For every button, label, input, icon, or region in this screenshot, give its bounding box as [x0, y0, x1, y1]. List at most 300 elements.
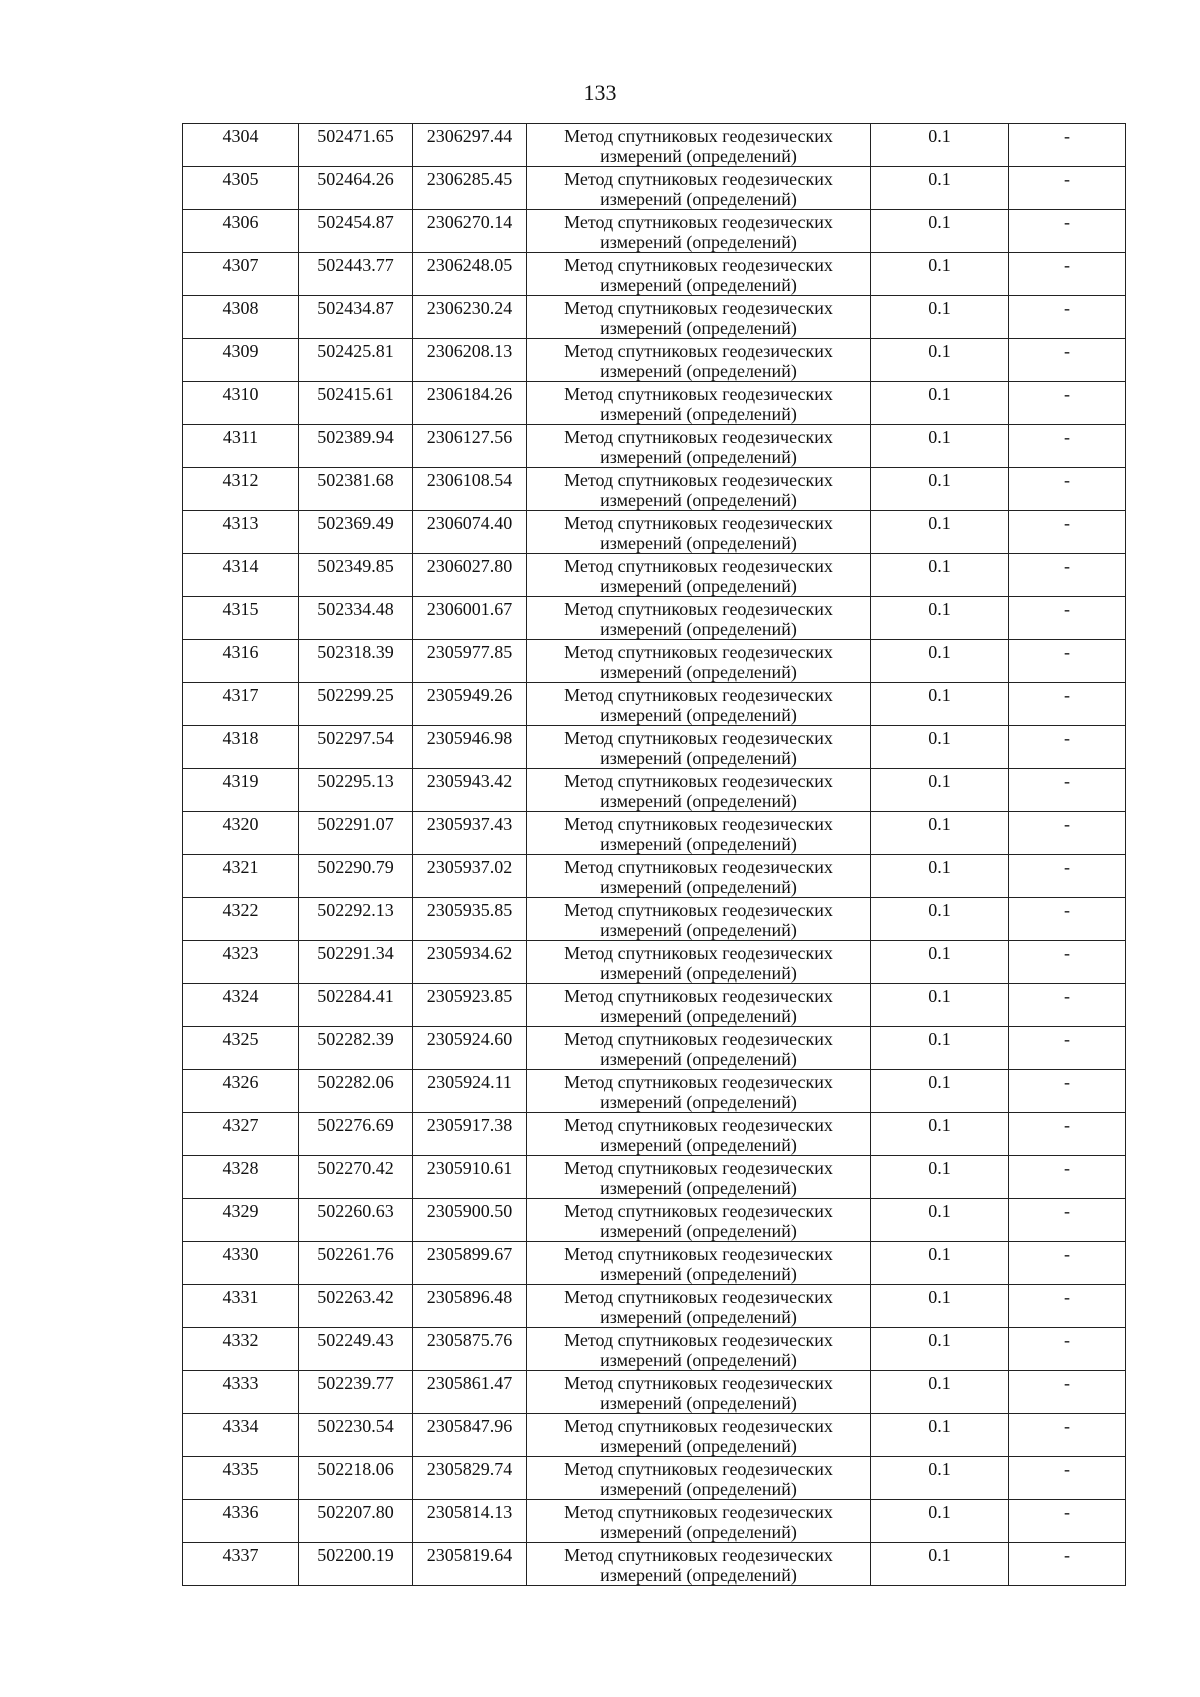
table-row — [183, 167, 1126, 210]
y-coordinate: 2306184.26 — [426, 384, 513, 404]
accuracy-cell — [871, 769, 1009, 812]
x-coordinate: 502239.77 — [317, 1373, 394, 1393]
y-coordinate-cell — [413, 1199, 527, 1242]
x-coordinate-cell — [299, 167, 413, 210]
extra-value: - — [1064, 1029, 1070, 1049]
extra-value: - — [1064, 298, 1070, 318]
table-row — [183, 1457, 1126, 1500]
method-line-1: Метод спутниковых геодезических — [564, 1201, 833, 1221]
x-coordinate: 502200.19 — [317, 1545, 394, 1565]
y-coordinate: 2305924.60 — [426, 1029, 513, 1049]
x-coordinate: 502464.26 — [317, 169, 394, 189]
x-coordinate: 502249.43 — [317, 1330, 394, 1350]
point-number: 4316 — [222, 642, 259, 662]
y-coordinate-cell — [413, 640, 527, 683]
table-row — [183, 812, 1126, 855]
y-coordinate-cell — [413, 1285, 527, 1328]
method-cell — [527, 1543, 871, 1586]
point-number: 4306 — [222, 212, 259, 232]
accuracy-value: 0.1 — [928, 513, 951, 533]
y-coordinate: 2306270.14 — [426, 212, 513, 232]
point-number: 4321 — [222, 857, 259, 877]
table-row — [183, 554, 1126, 597]
y-coordinate: 2305861.47 — [426, 1373, 513, 1393]
x-coordinate-cell — [299, 769, 413, 812]
accuracy-value: 0.1 — [928, 599, 951, 619]
method-cell — [527, 984, 871, 1027]
x-coordinate: 502369.49 — [317, 513, 394, 533]
method-cell — [527, 1199, 871, 1242]
method-line-1: Метод спутниковых геодезических — [564, 255, 833, 275]
point-number: 4332 — [222, 1330, 259, 1350]
accuracy-value: 0.1 — [928, 1287, 951, 1307]
y-coordinate: 2305896.48 — [426, 1287, 513, 1307]
method-line-1: Метод спутниковых геодезических — [564, 470, 833, 490]
y-coordinate: 2305875.76 — [426, 1330, 513, 1350]
coordinates-table — [182, 123, 1126, 1586]
y-coordinate: 2305935.85 — [426, 900, 513, 920]
accuracy-cell — [871, 382, 1009, 425]
accuracy-cell — [871, 898, 1009, 941]
table-row — [183, 1371, 1126, 1414]
extra-cell — [1009, 683, 1126, 726]
accuracy-cell — [871, 855, 1009, 898]
accuracy-cell — [871, 812, 1009, 855]
x-coordinate-cell — [299, 812, 413, 855]
accuracy-value: 0.1 — [928, 943, 951, 963]
method-line-1: Метод спутниковых геодезических — [564, 427, 833, 447]
extra-cell — [1009, 726, 1126, 769]
extra-value: - — [1064, 1502, 1070, 1522]
y-coordinate-cell — [413, 124, 527, 167]
extra-value: - — [1064, 1373, 1070, 1393]
y-coordinate-cell — [413, 1156, 527, 1199]
method-line-2: измерений (определений) — [600, 1049, 797, 1069]
method-cell — [527, 1242, 871, 1285]
extra-cell — [1009, 511, 1126, 554]
method-line-2: измерений (определений) — [600, 576, 797, 596]
extra-value: - — [1064, 1072, 1070, 1092]
x-coordinate-cell — [299, 1457, 413, 1500]
extra-value: - — [1064, 814, 1070, 834]
accuracy-cell — [871, 984, 1009, 1027]
extra-value: - — [1064, 1201, 1070, 1221]
accuracy-cell — [871, 554, 1009, 597]
method-line-2: измерений (определений) — [600, 1307, 797, 1327]
method-line-2: измерений (определений) — [600, 662, 797, 682]
x-coordinate-cell — [299, 984, 413, 1027]
point-number: 4320 — [222, 814, 259, 834]
y-coordinate-cell — [413, 597, 527, 640]
accuracy-cell — [871, 597, 1009, 640]
method-line-2: измерений (определений) — [600, 404, 797, 424]
table-row — [183, 1414, 1126, 1457]
accuracy-value: 0.1 — [928, 255, 951, 275]
y-coordinate: 2306127.56 — [426, 427, 513, 447]
point-number-cell — [183, 769, 299, 812]
method-cell — [527, 339, 871, 382]
accuracy-cell — [871, 167, 1009, 210]
method-line-1: Метод спутниковых геодезических — [564, 126, 833, 146]
method-line-1: Метод спутниковых геодезических — [564, 298, 833, 318]
extra-cell — [1009, 1285, 1126, 1328]
table-row — [183, 339, 1126, 382]
accuracy-value: 0.1 — [928, 1330, 951, 1350]
method-line-1: Метод спутниковых геодезических — [564, 599, 833, 619]
extra-value: - — [1064, 1330, 1070, 1350]
method-line-2: измерений (определений) — [600, 361, 797, 381]
extra-cell — [1009, 382, 1126, 425]
y-coordinate-cell — [413, 511, 527, 554]
method-line-2: измерений (определений) — [600, 533, 797, 553]
extra-value: - — [1064, 341, 1070, 361]
extra-value: - — [1064, 943, 1070, 963]
method-line-2: измерений (определений) — [600, 1221, 797, 1241]
method-line-2: измерений (определений) — [600, 490, 797, 510]
extra-value: - — [1064, 212, 1070, 232]
x-coordinate: 502218.06 — [317, 1459, 394, 1479]
y-coordinate: 2305949.26 — [426, 685, 513, 705]
x-coordinate-cell — [299, 1070, 413, 1113]
method-cell — [527, 253, 871, 296]
x-coordinate: 502230.54 — [317, 1416, 394, 1436]
method-line-2: измерений (определений) — [600, 1393, 797, 1413]
extra-value: - — [1064, 599, 1070, 619]
x-coordinate: 502260.63 — [317, 1201, 394, 1221]
point-number: 4305 — [222, 169, 259, 189]
accuracy-cell — [871, 1199, 1009, 1242]
point-number: 4333 — [222, 1373, 259, 1393]
y-coordinate: 2306027.80 — [426, 556, 513, 576]
point-number-cell — [183, 1199, 299, 1242]
x-coordinate-cell — [299, 1543, 413, 1586]
point-number: 4304 — [222, 126, 259, 146]
y-coordinate: 2305923.85 — [426, 986, 513, 1006]
method-cell — [527, 296, 871, 339]
table-row — [183, 1113, 1126, 1156]
extra-value: - — [1064, 642, 1070, 662]
accuracy-cell — [871, 1328, 1009, 1371]
point-number-cell — [183, 1328, 299, 1371]
method-line-1: Метод спутниковых геодезических — [564, 341, 833, 361]
accuracy-value: 0.1 — [928, 212, 951, 232]
table-row — [183, 1500, 1126, 1543]
y-coordinate: 2306285.45 — [426, 169, 513, 189]
y-coordinate-cell — [413, 898, 527, 941]
x-coordinate-cell — [299, 382, 413, 425]
point-number: 4317 — [222, 685, 259, 705]
accuracy-cell — [871, 1371, 1009, 1414]
table-row — [183, 769, 1126, 812]
y-coordinate-cell — [413, 1242, 527, 1285]
accuracy-value: 0.1 — [928, 1072, 951, 1092]
extra-cell — [1009, 210, 1126, 253]
table-row — [183, 1070, 1126, 1113]
point-number-cell — [183, 1027, 299, 1070]
point-number: 4328 — [222, 1158, 259, 1178]
point-number: 4324 — [222, 986, 259, 1006]
y-coordinate: 2305937.02 — [426, 857, 513, 877]
point-number: 4322 — [222, 900, 259, 920]
y-coordinate: 2305910.61 — [426, 1158, 513, 1178]
method-line-2: измерений (определений) — [600, 1479, 797, 1499]
accuracy-cell — [871, 1156, 1009, 1199]
method-line-2: измерений (определений) — [600, 275, 797, 295]
accuracy-value: 0.1 — [928, 1459, 951, 1479]
accuracy-cell — [871, 124, 1009, 167]
method-line-1: Метод спутниковых геодезических — [564, 1330, 833, 1350]
x-coordinate-cell — [299, 425, 413, 468]
accuracy-value: 0.1 — [928, 384, 951, 404]
extra-cell — [1009, 468, 1126, 511]
accuracy-value: 0.1 — [928, 685, 951, 705]
y-coordinate-cell — [413, 941, 527, 984]
extra-value: - — [1064, 771, 1070, 791]
y-coordinate-cell — [413, 382, 527, 425]
accuracy-cell — [871, 1500, 1009, 1543]
x-coordinate: 502471.65 — [317, 126, 394, 146]
method-line-1: Метод спутниковых геодезических — [564, 1416, 833, 1436]
extra-value: - — [1064, 1158, 1070, 1178]
point-number: 4315 — [222, 599, 259, 619]
method-line-2: измерений (определений) — [600, 748, 797, 768]
accuracy-value: 0.1 — [928, 1029, 951, 1049]
method-line-2: измерений (определений) — [600, 963, 797, 983]
extra-cell — [1009, 1156, 1126, 1199]
x-coordinate-cell — [299, 941, 413, 984]
y-coordinate: 2306297.44 — [426, 126, 513, 146]
method-cell — [527, 597, 871, 640]
method-line-2: измерений (определений) — [600, 1135, 797, 1155]
extra-cell — [1009, 1543, 1126, 1586]
method-cell — [527, 941, 871, 984]
x-coordinate: 502349.85 — [317, 556, 394, 576]
method-line-1: Метод спутниковых геодезических — [564, 1072, 833, 1092]
accuracy-cell — [871, 941, 1009, 984]
method-line-1: Метод спутниковых геодезических — [564, 1502, 833, 1522]
extra-value: - — [1064, 1287, 1070, 1307]
accuracy-value: 0.1 — [928, 1545, 951, 1565]
extra-cell — [1009, 1328, 1126, 1371]
method-cell — [527, 210, 871, 253]
accuracy-value: 0.1 — [928, 298, 951, 318]
accuracy-cell — [871, 1113, 1009, 1156]
accuracy-cell — [871, 210, 1009, 253]
method-cell — [527, 855, 871, 898]
method-line-2: измерений (определений) — [600, 1565, 797, 1585]
x-coordinate-cell — [299, 1285, 413, 1328]
x-coordinate: 502295.13 — [317, 771, 394, 791]
y-coordinate-cell — [413, 769, 527, 812]
extra-cell — [1009, 1113, 1126, 1156]
y-coordinate: 2305917.38 — [426, 1115, 513, 1135]
method-line-1: Метод спутниковых геодезических — [564, 1545, 833, 1565]
x-coordinate: 502334.48 — [317, 599, 394, 619]
extra-value: - — [1064, 384, 1070, 404]
method-line-1: Метод спутниковых геодезических — [564, 814, 833, 834]
method-line-2: измерений (определений) — [600, 920, 797, 940]
point-number: 4309 — [222, 341, 259, 361]
extra-cell — [1009, 1242, 1126, 1285]
point-number-cell — [183, 898, 299, 941]
accuracy-value: 0.1 — [928, 1416, 951, 1436]
method-cell — [527, 1156, 871, 1199]
method-cell — [527, 1457, 871, 1500]
point-number: 4323 — [222, 943, 259, 963]
accuracy-cell — [871, 726, 1009, 769]
accuracy-value: 0.1 — [928, 642, 951, 662]
accuracy-cell — [871, 468, 1009, 511]
accuracy-cell — [871, 339, 1009, 382]
method-line-2: измерений (определений) — [600, 1436, 797, 1456]
y-coordinate-cell — [413, 1457, 527, 1500]
y-coordinate-cell — [413, 339, 527, 382]
y-coordinate-cell — [413, 1328, 527, 1371]
accuracy-value: 0.1 — [928, 771, 951, 791]
x-coordinate: 502207.80 — [317, 1502, 394, 1522]
accuracy-value: 0.1 — [928, 126, 951, 146]
x-coordinate-cell — [299, 597, 413, 640]
method-cell — [527, 1027, 871, 1070]
accuracy-value: 0.1 — [928, 341, 951, 361]
table-row — [183, 855, 1126, 898]
method-cell — [527, 554, 871, 597]
method-line-2: измерений (определений) — [600, 232, 797, 252]
extra-cell — [1009, 296, 1126, 339]
accuracy-value: 0.1 — [928, 1115, 951, 1135]
point-number: 4330 — [222, 1244, 259, 1264]
method-line-1: Метод спутниковых геодезических — [564, 513, 833, 533]
method-line-2: измерений (определений) — [600, 146, 797, 166]
point-number: 4327 — [222, 1115, 259, 1135]
extra-value: - — [1064, 900, 1070, 920]
method-line-2: измерений (определений) — [600, 318, 797, 338]
y-coordinate: 2306108.54 — [426, 470, 513, 490]
point-number: 4325 — [222, 1029, 259, 1049]
point-number-cell — [183, 1543, 299, 1586]
extra-cell — [1009, 425, 1126, 468]
method-line-2: измерений (определений) — [600, 1522, 797, 1542]
method-cell — [527, 812, 871, 855]
table-row — [183, 640, 1126, 683]
y-coordinate-cell — [413, 167, 527, 210]
x-coordinate-cell — [299, 511, 413, 554]
table-row — [183, 1156, 1126, 1199]
y-coordinate: 2306230.24 — [426, 298, 513, 318]
table-row — [183, 1285, 1126, 1328]
point-number-cell — [183, 167, 299, 210]
table-body — [183, 124, 1126, 1586]
extra-cell — [1009, 855, 1126, 898]
point-number: 4311 — [222, 427, 259, 447]
point-number-cell — [183, 511, 299, 554]
point-number: 4334 — [222, 1416, 259, 1436]
extra-value: - — [1064, 1416, 1070, 1436]
point-number-cell — [183, 296, 299, 339]
table-row — [183, 253, 1126, 296]
accuracy-cell — [871, 1242, 1009, 1285]
x-coordinate: 502297.54 — [317, 728, 394, 748]
x-coordinate: 502425.81 — [317, 341, 394, 361]
method-line-2: измерений (определений) — [600, 877, 797, 897]
method-cell — [527, 1414, 871, 1457]
point-number-cell — [183, 554, 299, 597]
y-coordinate-cell — [413, 425, 527, 468]
x-coordinate-cell — [299, 1156, 413, 1199]
x-coordinate-cell — [299, 554, 413, 597]
accuracy-value: 0.1 — [928, 1373, 951, 1393]
method-cell — [527, 1328, 871, 1371]
accuracy-cell — [871, 1457, 1009, 1500]
table-row — [183, 382, 1126, 425]
x-coordinate-cell — [299, 124, 413, 167]
extra-value: - — [1064, 126, 1070, 146]
extra-cell — [1009, 769, 1126, 812]
extra-cell — [1009, 640, 1126, 683]
extra-value: - — [1064, 728, 1070, 748]
method-line-1: Метод спутниковых геодезических — [564, 1373, 833, 1393]
extra-cell — [1009, 253, 1126, 296]
method-line-1: Метод спутниковых геодезических — [564, 1459, 833, 1479]
method-line-1: Метод спутниковых геодезических — [564, 1287, 833, 1307]
accuracy-value: 0.1 — [928, 1201, 951, 1221]
accuracy-cell — [871, 253, 1009, 296]
extra-cell — [1009, 1371, 1126, 1414]
x-coordinate: 502263.42 — [317, 1287, 394, 1307]
method-cell — [527, 726, 871, 769]
y-coordinate: 2305814.13 — [426, 1502, 513, 1522]
extra-cell — [1009, 597, 1126, 640]
extra-value: - — [1064, 470, 1070, 490]
point-number: 4312 — [222, 470, 259, 490]
x-coordinate-cell — [299, 1500, 413, 1543]
method-cell — [527, 511, 871, 554]
x-coordinate-cell — [299, 468, 413, 511]
y-coordinate: 2305946.98 — [426, 728, 513, 748]
extra-cell — [1009, 1199, 1126, 1242]
point-number: 4313 — [222, 513, 259, 533]
point-number-cell — [183, 1371, 299, 1414]
method-line-1: Метод спутниковых геодезических — [564, 900, 833, 920]
point-number-cell — [183, 597, 299, 640]
point-number: 4335 — [222, 1459, 259, 1479]
extra-cell — [1009, 1500, 1126, 1543]
x-coordinate-cell — [299, 296, 413, 339]
method-line-2: измерений (определений) — [600, 1092, 797, 1112]
accuracy-cell — [871, 1414, 1009, 1457]
x-coordinate: 502291.07 — [317, 814, 394, 834]
point-number-cell — [183, 1070, 299, 1113]
y-coordinate: 2305899.67 — [426, 1244, 513, 1264]
extra-value: - — [1064, 169, 1070, 189]
point-number: 4308 — [222, 298, 259, 318]
method-cell — [527, 1113, 871, 1156]
table-row — [183, 941, 1126, 984]
x-coordinate: 502318.39 — [317, 642, 394, 662]
point-number-cell — [183, 1113, 299, 1156]
accuracy-value: 0.1 — [928, 470, 951, 490]
accuracy-cell — [871, 683, 1009, 726]
point-number: 4326 — [222, 1072, 259, 1092]
accuracy-cell — [871, 640, 1009, 683]
point-number-cell — [183, 984, 299, 1027]
method-line-2: измерений (определений) — [600, 1264, 797, 1284]
method-line-1: Метод спутниковых геодезических — [564, 1244, 833, 1264]
point-number-cell — [183, 1156, 299, 1199]
x-coordinate-cell — [299, 683, 413, 726]
y-coordinate-cell — [413, 726, 527, 769]
table-row — [183, 124, 1126, 167]
